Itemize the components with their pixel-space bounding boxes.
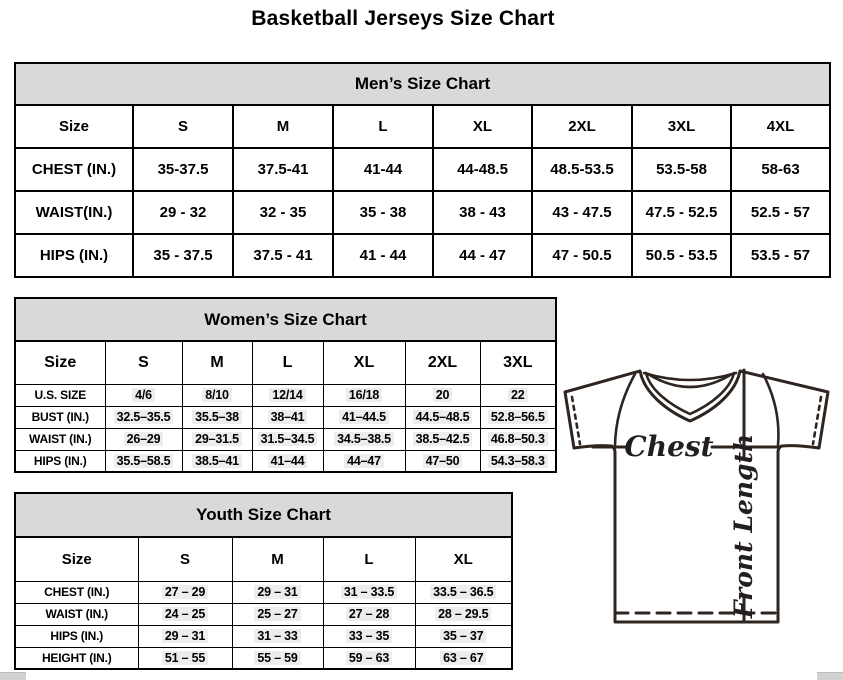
row-label: WAIST (IN.) <box>15 603 138 625</box>
youth-table-row <box>15 647 512 669</box>
value-cell <box>232 647 323 669</box>
row-label: CHEST (IN.) <box>15 148 133 191</box>
value-cell <box>323 384 405 406</box>
value-cell <box>105 450 182 472</box>
value-text: 52.8–56.5 <box>488 410 548 424</box>
value-text: 41 - 44 <box>359 247 407 264</box>
women-column-header: Size <box>15 341 105 384</box>
value-text: 54.3–58.3 <box>488 454 548 468</box>
value-cell <box>405 428 480 450</box>
women-column-header: 3XL <box>480 341 556 384</box>
value-text: 58-63 <box>761 161 800 178</box>
value-cell <box>532 191 632 234</box>
value-text: 29 - 32 <box>159 204 207 221</box>
value-text: 47.5 - 52.5 <box>645 204 718 221</box>
value-text: 41–44 <box>268 454 308 468</box>
row-label: HIPS (IN.) <box>15 625 138 647</box>
value-cell <box>415 625 512 647</box>
value-cell <box>133 148 233 191</box>
men-column-header: M <box>233 105 333 148</box>
row-label: CHEST (IN.) <box>15 581 138 603</box>
value-cell <box>632 234 731 277</box>
men-column-header: 2XL <box>532 105 632 148</box>
value-cell <box>182 406 252 428</box>
value-text: 34.5–38.5 <box>334 432 394 446</box>
value-cell <box>323 406 405 428</box>
value-text: 25 – 27 <box>254 607 300 621</box>
value-text: 35-37.5 <box>157 161 209 178</box>
value-cell <box>433 191 532 234</box>
value-cell <box>323 603 415 625</box>
value-cell <box>252 384 323 406</box>
value-text: 43 - 47.5 <box>552 204 612 221</box>
value-text: 38 - 43 <box>459 204 506 221</box>
value-text: 35 - 37.5 <box>153 247 213 264</box>
value-text: 27 – 29 <box>162 585 208 599</box>
value-cell <box>415 603 512 625</box>
front-length-label: Front Length <box>729 433 758 619</box>
men-table-title: Men’s Size Chart <box>15 63 830 105</box>
value-text: 32.5–35.5 <box>114 410 174 424</box>
row-label: WAIST(IN.) <box>15 191 133 234</box>
mens-size-chart-table <box>14 62 831 278</box>
value-cell <box>333 234 433 277</box>
value-cell <box>433 234 532 277</box>
value-cell <box>232 603 323 625</box>
value-text: 28 – 29.5 <box>435 607 491 621</box>
value-text: 44-48.5 <box>457 161 508 178</box>
value-cell <box>323 581 415 603</box>
row-label: HIPS (IN.) <box>15 234 133 277</box>
value-cell <box>333 191 433 234</box>
men-column-header: XL <box>433 105 532 148</box>
value-cell <box>182 450 252 472</box>
value-text: 33.5 – 36.5 <box>430 585 496 599</box>
value-cell <box>632 148 731 191</box>
value-cell <box>731 191 830 234</box>
page-title: Basketball Jerseys Size Chart <box>251 7 555 30</box>
youth-column-header: L <box>323 537 415 581</box>
women-column-header: XL <box>323 341 405 384</box>
value-cell <box>182 384 252 406</box>
value-text: 37.5 - 41 <box>253 247 313 264</box>
row-label: WAIST (IN.) <box>15 428 105 450</box>
women-table-title: Women’s Size Chart <box>15 298 556 341</box>
value-text: 44–47 <box>344 454 384 468</box>
men-table-row <box>15 148 830 191</box>
value-cell <box>138 625 232 647</box>
value-cell <box>252 450 323 472</box>
youth-column-header: S <box>138 537 232 581</box>
value-cell <box>323 625 415 647</box>
value-cell <box>480 384 556 406</box>
value-text: 53.5-58 <box>656 161 707 178</box>
value-cell <box>133 234 233 277</box>
row-label: U.S. SIZE <box>15 384 105 406</box>
jersey-body-outline <box>565 371 828 622</box>
value-text: 16/18 <box>346 388 382 402</box>
value-cell <box>233 148 333 191</box>
women-column-header: 2XL <box>405 341 480 384</box>
value-text: 35 – 37 <box>440 629 486 643</box>
value-cell <box>138 581 232 603</box>
value-text: 44 - 47 <box>459 247 506 264</box>
value-cell <box>333 148 433 191</box>
row-label: HIPS (IN.) <box>15 450 105 472</box>
value-cell <box>252 406 323 428</box>
youth-column-header: M <box>232 537 323 581</box>
men-table-row <box>15 191 830 234</box>
value-cell <box>405 406 480 428</box>
value-text: 31.5–34.5 <box>258 432 318 446</box>
value-cell <box>105 406 182 428</box>
youth-table-row <box>15 603 512 625</box>
value-text: 20 <box>433 388 453 402</box>
men-column-header: 4XL <box>731 105 830 148</box>
value-text: 55 – 59 <box>254 651 300 665</box>
value-text: 52.5 - 57 <box>750 204 811 221</box>
value-cell <box>415 647 512 669</box>
women-table-row <box>15 450 556 472</box>
value-text: 38–41 <box>268 410 308 424</box>
value-text: 51 – 55 <box>162 651 208 665</box>
jersey-measurement-diagram <box>560 360 843 635</box>
value-text: 50.5 - 53.5 <box>645 247 718 264</box>
value-cell <box>731 148 830 191</box>
value-text: 27 – 28 <box>346 607 392 621</box>
value-cell <box>731 234 830 277</box>
chest-label: Chest <box>624 430 714 463</box>
value-text: 38.5–42.5 <box>413 432 473 446</box>
value-cell <box>232 581 323 603</box>
value-cell <box>415 581 512 603</box>
value-cell <box>632 191 731 234</box>
value-text: 8/10 <box>202 388 232 402</box>
value-text: 29–31.5 <box>192 432 242 446</box>
row-label: HEIGHT (IN.) <box>15 647 138 669</box>
value-text: 4/6 <box>132 388 155 402</box>
men-column-header: L <box>333 105 433 148</box>
women-column-header: M <box>182 341 252 384</box>
men-column-header: S <box>133 105 233 148</box>
value-text: 29 – 31 <box>254 585 300 599</box>
value-cell <box>323 428 405 450</box>
womens-size-chart-table <box>14 297 557 473</box>
value-text: 31 – 33 <box>254 629 300 643</box>
youth-table-title: Youth Size Chart <box>15 493 512 537</box>
women-table-row <box>15 406 556 428</box>
youth-table-row <box>15 581 512 603</box>
value-cell <box>405 450 480 472</box>
value-cell <box>433 148 532 191</box>
value-cell <box>532 148 632 191</box>
value-cell <box>232 625 323 647</box>
value-cell <box>133 191 233 234</box>
jersey-outline-icon <box>560 360 843 635</box>
value-text: 35 - 38 <box>359 204 407 221</box>
value-text: 59 – 63 <box>346 651 392 665</box>
value-text: 48.5-53.5 <box>550 161 614 178</box>
value-text: 38.5–41 <box>192 454 242 468</box>
youth-column-header: XL <box>415 537 512 581</box>
women-column-header: L <box>252 341 323 384</box>
value-cell <box>105 428 182 450</box>
value-text: 46.8–50.3 <box>488 432 548 446</box>
value-text: 41–44.5 <box>339 410 389 424</box>
value-cell <box>323 450 405 472</box>
value-text: 31 – 33.5 <box>341 585 397 599</box>
value-cell <box>252 428 323 450</box>
value-text: 63 – 67 <box>440 651 486 665</box>
value-cell <box>532 234 632 277</box>
value-text: 44.5–48.5 <box>413 410 473 424</box>
value-cell <box>138 603 232 625</box>
value-text: 12/14 <box>269 388 305 402</box>
value-text: 35.5–38 <box>192 410 242 424</box>
value-text: 33 – 35 <box>346 629 392 643</box>
value-cell <box>182 428 252 450</box>
value-cell <box>405 384 480 406</box>
value-cell <box>480 450 556 472</box>
value-text: 26–29 <box>124 432 164 446</box>
value-cell <box>233 191 333 234</box>
value-text: 24 – 25 <box>162 607 208 621</box>
value-cell <box>323 647 415 669</box>
women-table-row <box>15 384 556 406</box>
value-cell <box>480 428 556 450</box>
value-text: 37.5-41 <box>257 161 309 178</box>
youth-size-chart-table <box>14 492 513 670</box>
women-table-row <box>15 428 556 450</box>
youth-column-header: Size <box>15 537 138 581</box>
value-cell <box>138 647 232 669</box>
value-text: 35.5–58.5 <box>114 454 174 468</box>
youth-table-row <box>15 625 512 647</box>
men-column-header: Size <box>15 105 133 148</box>
value-text: 22 <box>508 388 528 402</box>
men-column-header: 3XL <box>632 105 731 148</box>
value-text: 47–50 <box>423 454 463 468</box>
value-cell <box>105 384 182 406</box>
value-cell <box>233 234 333 277</box>
value-cell <box>480 406 556 428</box>
value-text: 32 - 35 <box>259 204 307 221</box>
value-text: 41-44 <box>363 161 403 178</box>
row-label: BUST (IN.) <box>15 406 105 428</box>
value-text: 29 – 31 <box>162 629 208 643</box>
women-column-header: S <box>105 341 182 384</box>
value-text: 47 - 50.5 <box>552 247 612 264</box>
men-table-row <box>15 234 830 277</box>
value-text: 53.5 - 57 <box>750 247 811 264</box>
